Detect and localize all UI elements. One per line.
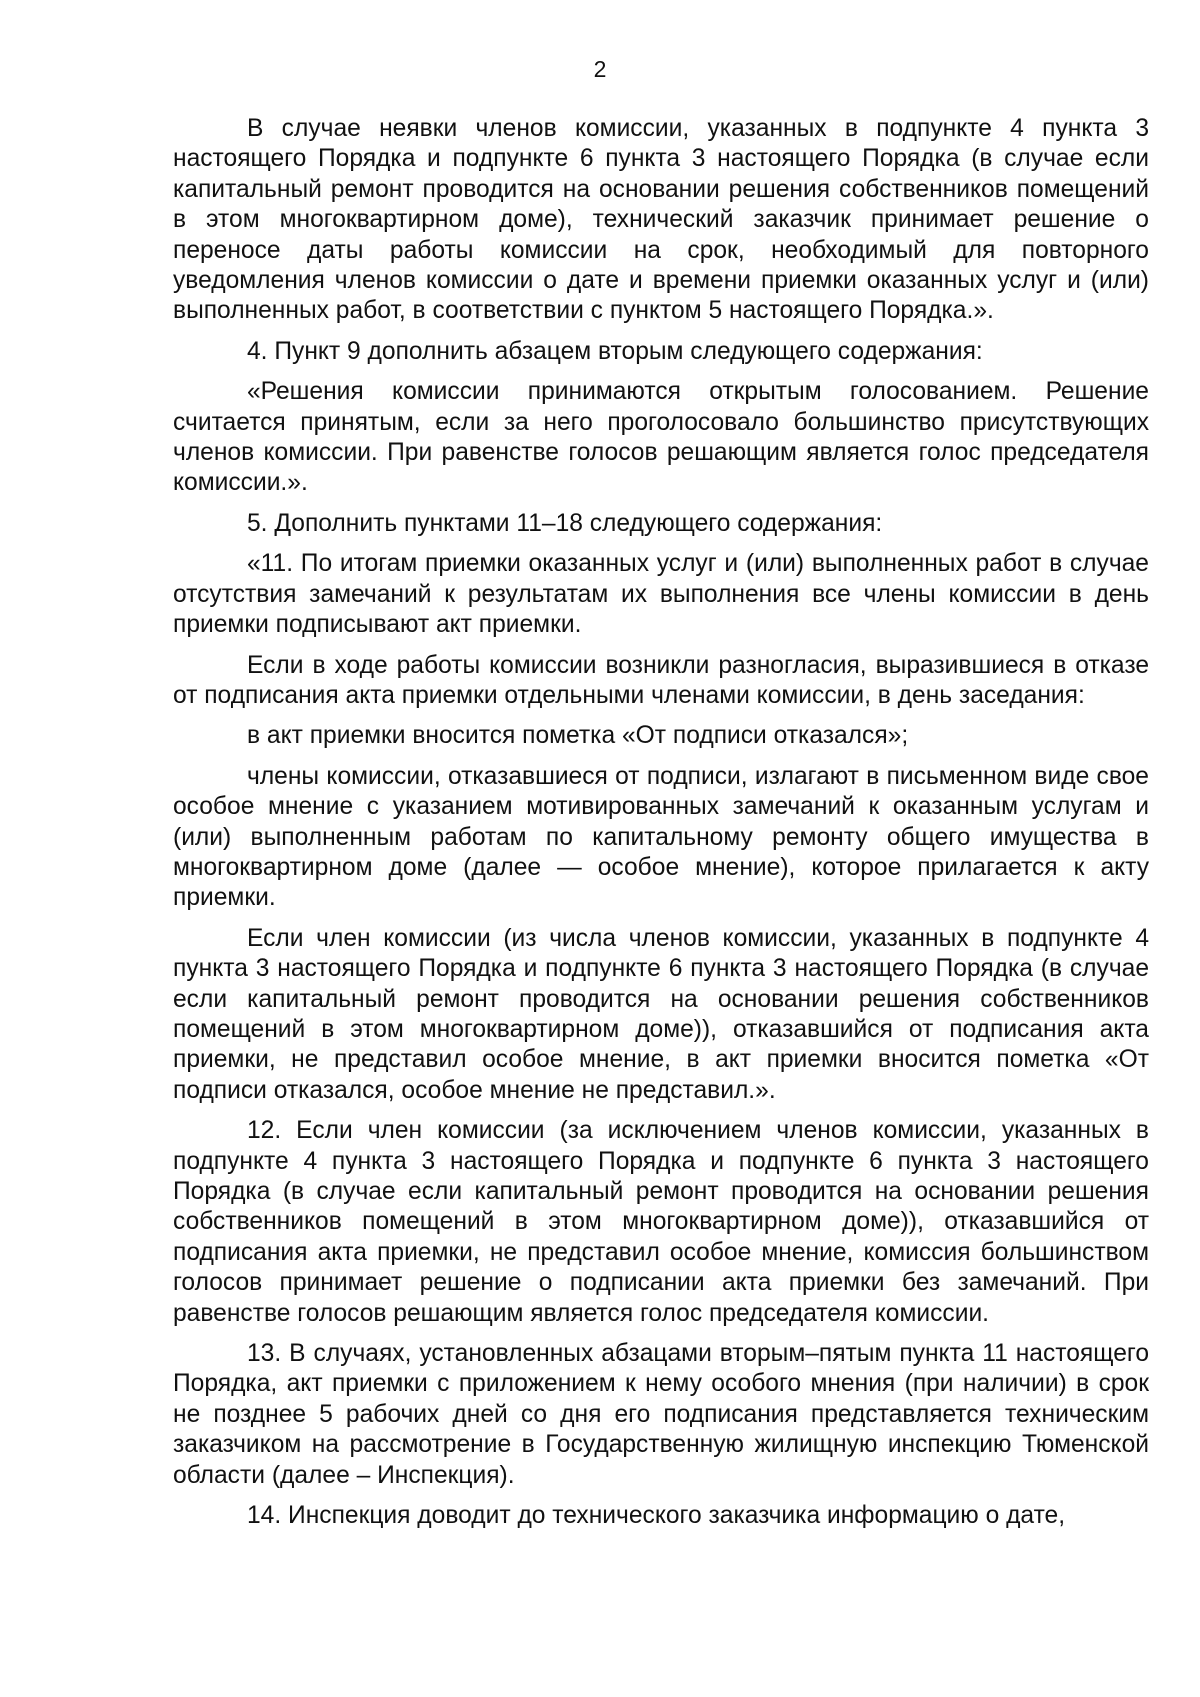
paragraph-item-5: 5. Дополнить пунктами 11–18 следующего содержания: [247,509,883,537]
paragraph-clause-14: 14. Инспекция доводит до технического заказчика информацию о дате, [247,1502,1066,1530]
paragraph-voting-rules: «Решения комиссии принимаются открытым голосованием. Решение считается принятым, если за него проголосовало большинство присутствующих членов комиссии. При равенстве голосов решающим является голос председателя комиссии.». [173,378,1149,497]
paragraph-item-4: 4. Пункт 9 дополнить абзацем вторым следующего содержания: [247,337,983,365]
paragraph-disagreements: Если в ходе работы комиссии возникли разногласия, выразившиеся в отказе от подписания акта приемки отдельными членами комиссии, в день заседания: [173,651,1149,709]
paragraph-clause-11: «11. По итогам приемки оказанных услуг и (или) выполненных работ в случае отсутствия замечаний к результатам их выполнения все члены комиссии в день приемки подписывают акт приемки. [173,550,1149,639]
paragraph-special-opinion: члены комиссии, отказавшиеся от подписи, излагают в письменном виде свое особое мнение с указанием мотивированных замечаний к оказанным услугам и (или) выполненным работам по капитальному ремонту общего имущества в многоквартирном доме (далее — особое мнение), которое прилагается к акту приемки. [173,762,1149,912]
paragraph-absence-of-members: В случае неявки членов комиссии, указанных в подпункте 4 пункта 3 настоящего Порядка и подпункте 6 пункта 3 настоящего Порядка (в случае если капитальный ремонт проводится на основании решения собственников помещений в этом многоквартирном доме), технический заказчик принимает решение о переносе даты работы комиссии на срок, необходимый для повторного уведомления членов комиссии о дате и времени приемки оказанных услуг и (или) выполненных работ, в соответствии с пунктом 5 настоящего Порядка.». [173,115,1149,325]
paragraph-clause-13: 13. В случаях, установленных абзацами вторым–пятым пункта 11 настоящего Порядка, акт приемки с приложением к нему особого мнения (при наличии) в срок не позднее 5 рабочих дней со дня его подписания представляется техническим заказчиком на рассмотрение в Государственную жилищную инспекцию Тюменской области (далее – Инспекция). [173,1340,1149,1489]
paragraph-no-opinion-mark: Если член комиссии (из числа членов комиссии, указанных в подпункте 4 пункта 3 настоящего Порядка и подпункте 6 пункта 3 настоящего Порядка (в случае если капитальный ремонт проводится на основании решения собственников помещений в этом многоквартирном доме)), отказавшийся от подписания акта приемки, не представил особое мнение, в акт приемки вносится пометка «От подписи отказался, особое мнение не представил.». [173,924,1149,1104]
paragraph-refusal-mark: в акт приемки вносится пометка «От подписи отказался»; [247,722,909,750]
page-number: 2 [593,56,607,82]
paragraph-clause-12: 12. Если член комиссии (за исключением членов комиссии, указанных в подпункте 4 пункта 3 настоящего Порядка и подпункте 6 пункта 3 настоящего Порядка (в случае если капитальный ремонт проводится на основании решения собственников помещений в этом многоквартирном доме)), отказавшийся от подписания акта приемки, не представил особое мнение, комиссия большинством голосов принимает решение о подписании акта приемки без замечаний. При равенстве голосов решающим является голос председателя комиссии. [173,1117,1149,1327]
document-body [173,114,1149,1541]
